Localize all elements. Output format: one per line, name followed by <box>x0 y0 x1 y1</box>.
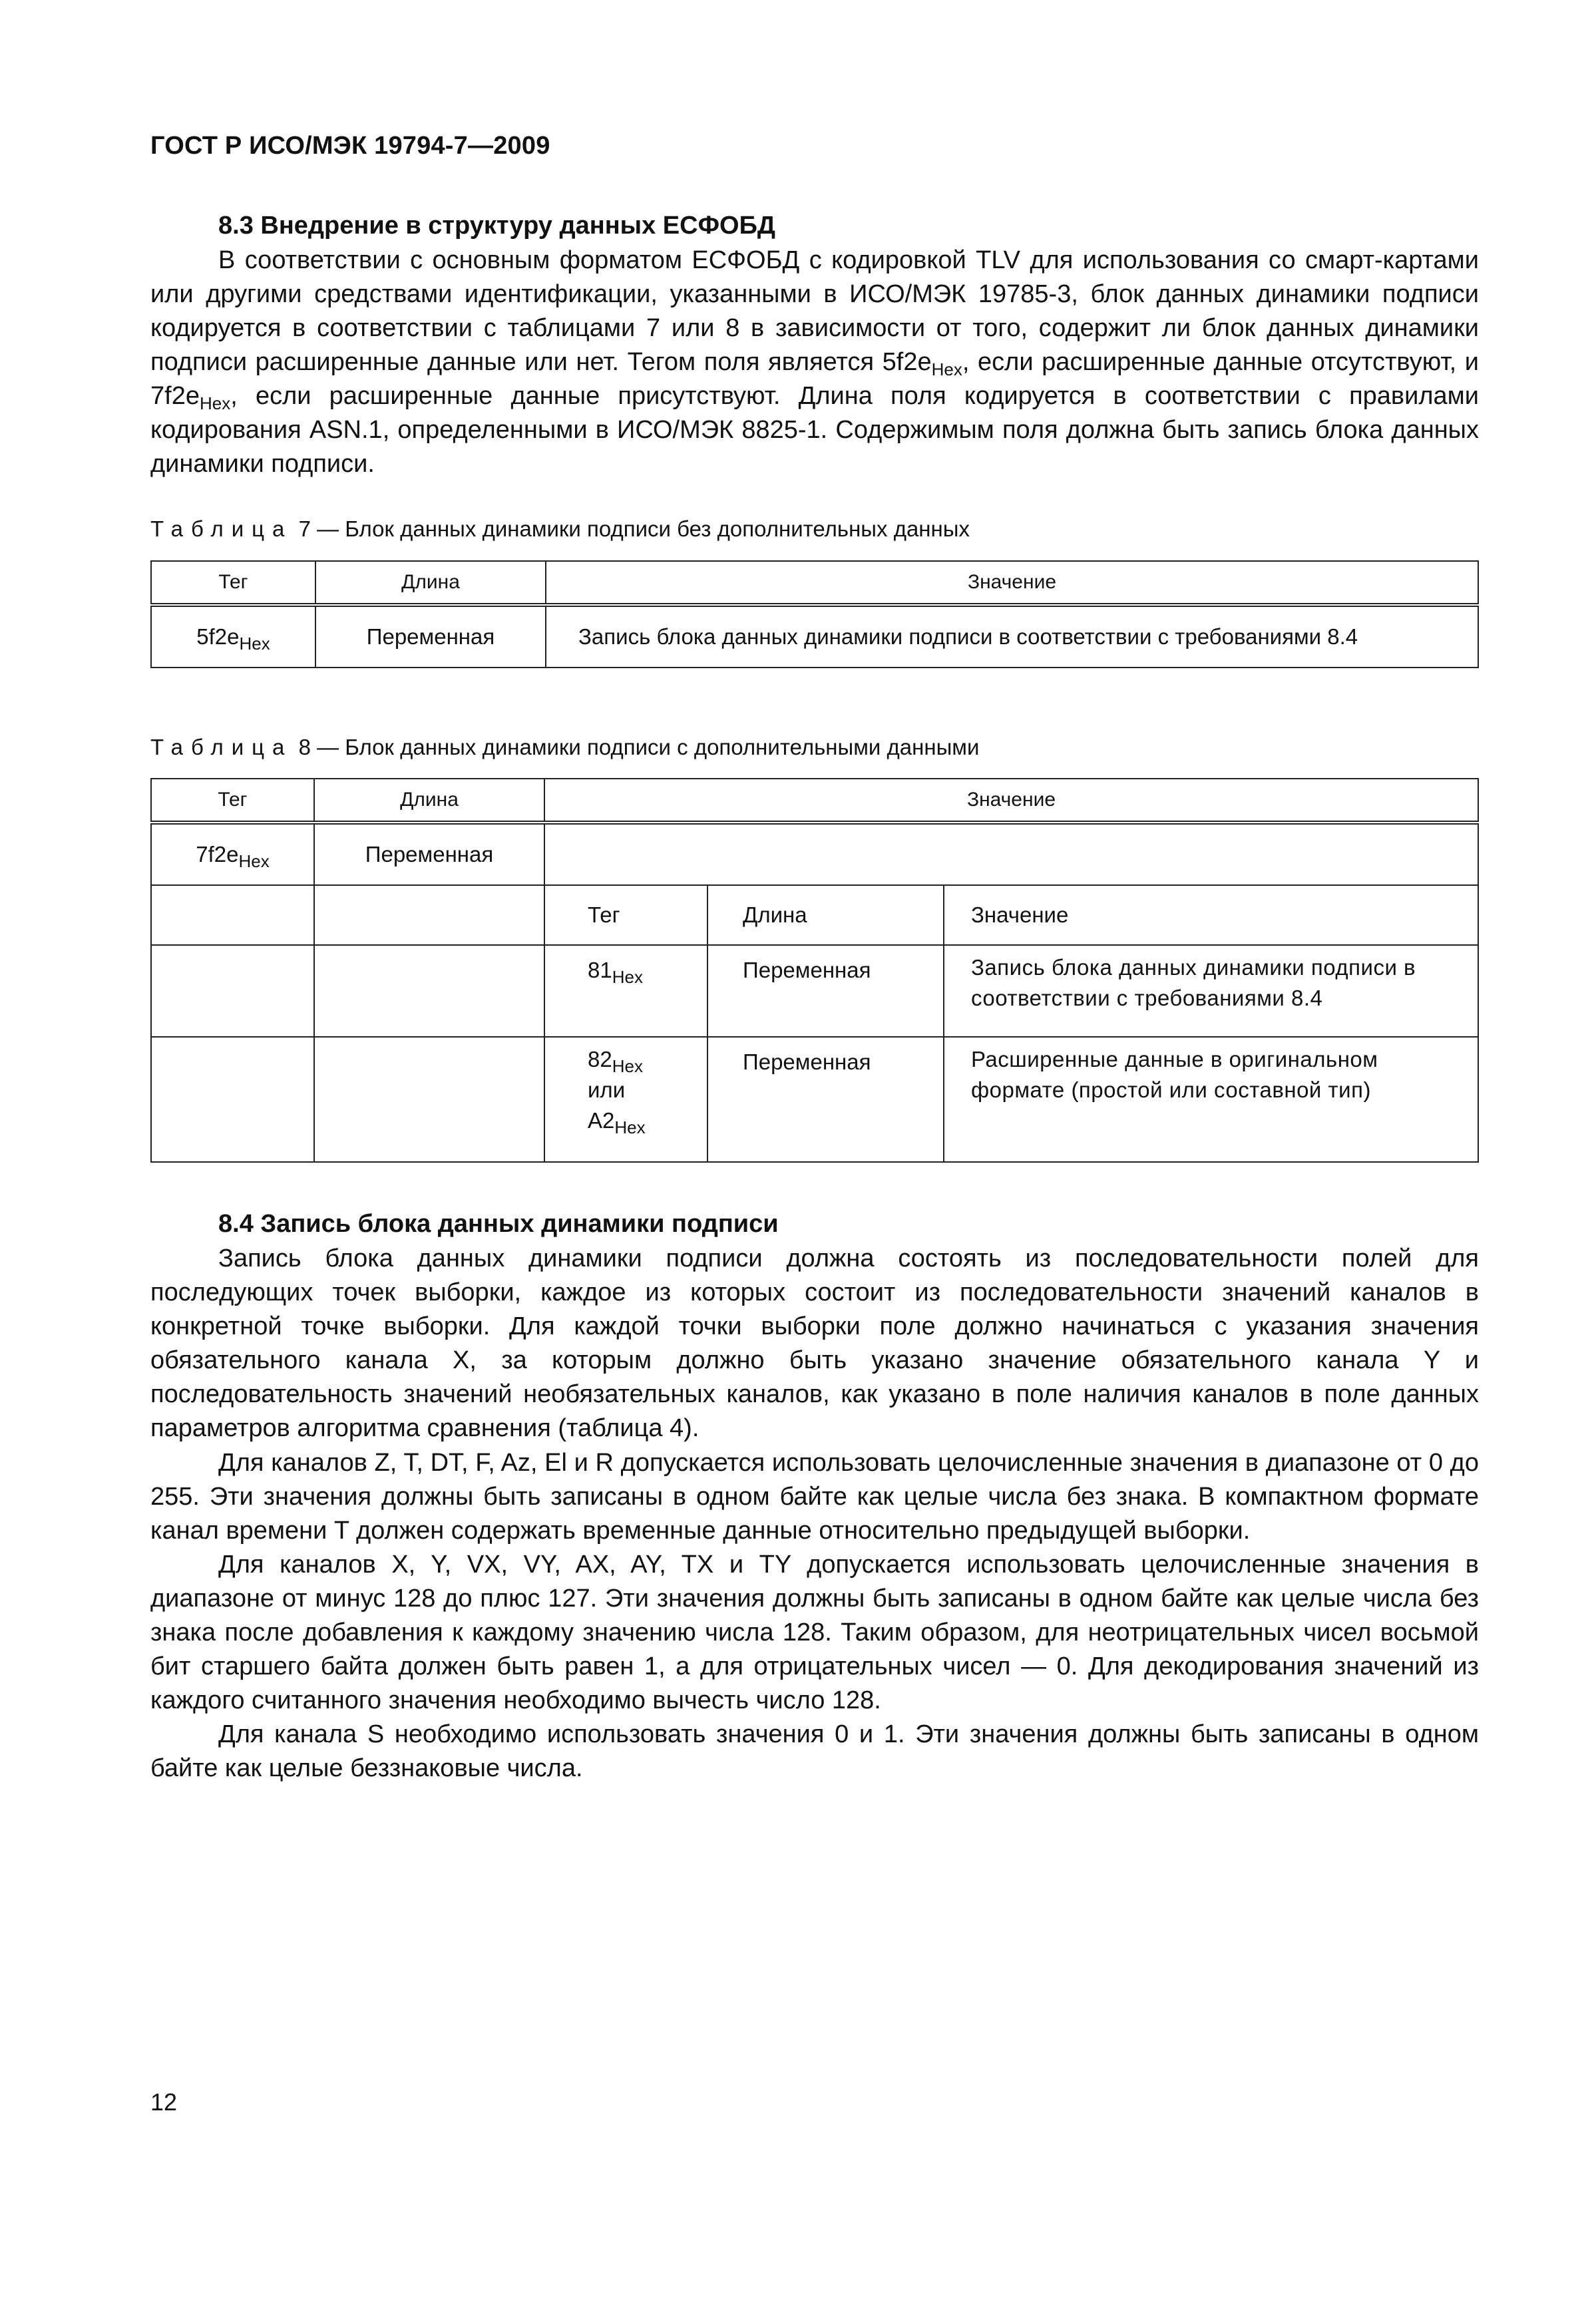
subscript-hex: Hex <box>238 851 270 871</box>
cell-tag <box>544 945 707 1037</box>
header-length: Длина <box>314 779 544 823</box>
header-value: Значение <box>546 561 1478 605</box>
tag-text: A2 <box>588 1108 615 1133</box>
caption-text: 8 — Блок данных динамики подписи с дополнительными данными <box>298 735 980 759</box>
table-row <box>151 823 1478 885</box>
table-7 <box>150 560 1479 668</box>
header-tag: Тег <box>151 561 315 605</box>
table-row <box>151 605 1478 668</box>
section-8-4-title: 8.4 Запись блока данных динамики подписи <box>218 1210 779 1238</box>
cell-value: Запись блока данных динамики подписи в соответствии с требованиями 8.4 <box>944 945 1478 1037</box>
table-row <box>151 945 1478 1037</box>
table-8-caption <box>150 735 979 760</box>
document-header: ГОСТ Р ИСО/МЭК 19794-7—2009 <box>150 132 550 160</box>
section-8-4-paragraph-2: Для каналов Z, T, DT, F, Az, El и R допускается использовать целочисленные значения в диапазоне от 0 до 255. Эти значения должны быть записаны в одном байте как целые числа без знака. В компактном формате канал времени T должен содержать временные данные относительно предыдущей выборки. <box>150 1449 1479 1545</box>
cell-tag <box>151 605 315 668</box>
cell-length: Переменная <box>707 1037 944 1162</box>
page-number: 12 <box>150 2088 178 2116</box>
section-8-4-paragraph-3: Для каналов X, Y, VX, VY, AX, AY, TX и TY допускается использовать целочисленные значения в диапазоне от минус 128 до плюс 127. Эти значения должны быть записаны в одном байте как целые числа без знака после добавления к каждому значению числа 128. Таким образом, для неотрицательных чисел восьмой бит старшего байта должен быть равен 1, а для отрицательных чисел — 0. Для декодирования значений из каждого считанного значения необходимо вычесть число 128. <box>150 1551 1479 1714</box>
subscript-hex: Hex <box>931 359 962 379</box>
caption-label: Таблица <box>150 735 293 759</box>
inner-header-row <box>151 885 1478 945</box>
subscript-hex: Hex <box>199 393 231 413</box>
cell-length: Переменная <box>314 823 544 885</box>
inner-header-length: Длина <box>707 885 944 945</box>
tag-text: 82 <box>588 1047 612 1071</box>
subscript-hex: Hex <box>614 1117 646 1137</box>
table-header-row <box>151 561 1478 605</box>
inner-header-value: Значение <box>944 885 1478 945</box>
header-value: Значение <box>544 779 1478 823</box>
table-7-caption <box>150 516 970 542</box>
tag-or-text: или <box>588 1077 626 1102</box>
cell-empty <box>314 885 544 945</box>
caption-label: Таблица <box>150 516 293 541</box>
cell-empty <box>314 945 544 1037</box>
para-text: , если расширенные данные отсутствуют, и 7f2e <box>150 348 1480 410</box>
cell-tag <box>544 1037 707 1162</box>
cell-empty <box>314 1037 544 1162</box>
cell-length: Переменная <box>315 605 546 668</box>
para-text: В соответствии с основным форматом ЕСФОБД с кодировкой TLV для использования со смарт-картами или другими средствами идентификации, указанными в ИСО/МЭК 19785-3, блок данных динамики подписи кодируется в соответствии с таблицами 7 или 8 в зависимости от того, содержит ли блок данных динамики подписи расширенные данные или нет. Тегом поля является 5f2e <box>150 246 1479 376</box>
caption-text: 7 — Блок данных динамики подписи без дополнительных данных <box>298 516 970 541</box>
section-8-3-title: 8.3 Внедрение в структуру данных ЕСФОБД <box>218 212 775 240</box>
table-header-row <box>151 779 1478 823</box>
section-8-4-paragraph-1: Запись блока данных динамики подписи должна состоять из последовательности полей для последующих точек выборки, каждое из которых состоит из последовательности значений каналов в конкретной точке выборки. Для каждой точки выборки поле должно начинаться с указания значения обязательного канала X, за которым должно быть указано значение обязательного канала Y и последовательность значений необязательных каналов, как указано в поле наличия каналов в поле данных параметров алгоритма сравнения (таблица 4). <box>150 1245 1479 1442</box>
header-tag: Тег <box>151 779 314 823</box>
tag-text: 81 <box>588 958 612 982</box>
header-length: Длина <box>315 561 546 605</box>
section-8-3-paragraph <box>150 244 1479 481</box>
subscript-hex: Hex <box>239 634 270 654</box>
cell-empty <box>151 1037 314 1162</box>
cell-tag <box>151 823 314 885</box>
cell-value: Расширенные данные в оригинальном формате (простой или составной тип) <box>944 1037 1478 1162</box>
cell-value: Запись блока данных динамики подписи в соответствии с требованиями 8.4 <box>546 605 1478 668</box>
tag-text: 5f2e <box>196 624 240 649</box>
para-text: , если расширенные данные присутствуют. Длина поля кодируется в соответствии с правилами кодирования ASN.1, определенными в ИСО/МЭК 8825-1. Содержимым поля должна быть запись блока данных динамики подписи. <box>150 382 1479 478</box>
cell-empty <box>151 945 314 1037</box>
cell-empty <box>151 885 314 945</box>
section-8-4-paragraph-4: Для канала S необходимо использовать значения 0 и 1. Эти значения должны быть записаны в одном байте как целые беззнаковые числа. <box>150 1720 1479 1782</box>
cell-length: Переменная <box>707 945 944 1037</box>
subscript-hex: Hex <box>612 1056 643 1076</box>
table-row <box>151 1037 1478 1162</box>
inner-header-tag: Тег <box>544 885 707 945</box>
cell-value-empty <box>544 823 1478 885</box>
table-8 <box>150 778 1479 1163</box>
subscript-hex: Hex <box>612 967 643 987</box>
tag-text: 7f2e <box>196 842 239 866</box>
